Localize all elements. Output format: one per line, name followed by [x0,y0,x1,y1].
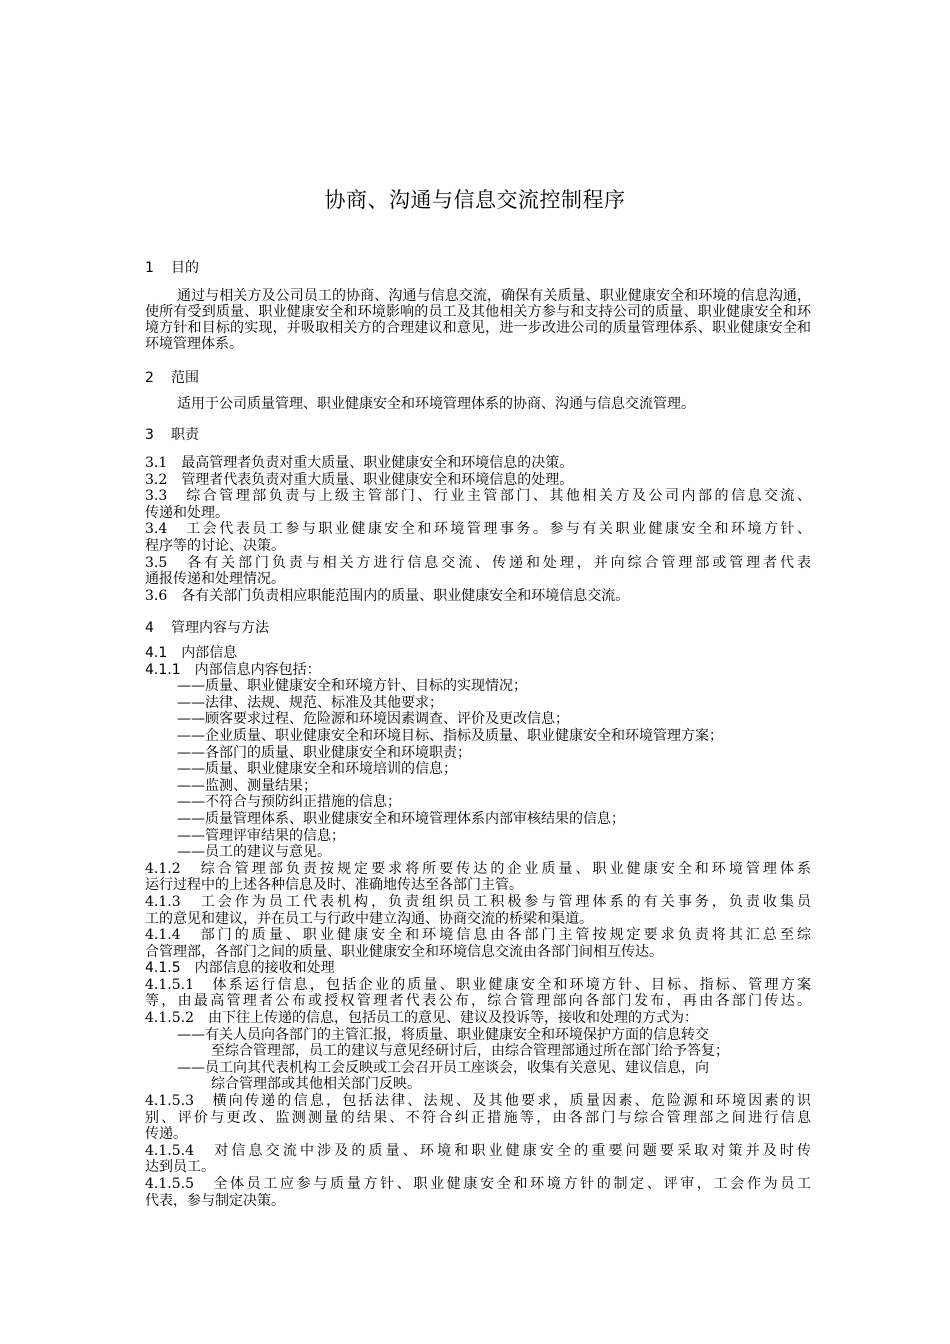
text-line: 程序等的讨论、决策。 [145,537,285,554]
text-line: 4.1.5.1 体系运行信息，包括企业的质量、职业健康安全和环境方针、目标、指标、管理方案 [145,976,811,993]
text-line: 代表，参与制定决策。 [145,1192,285,1209]
text-line: 4.1.5.5 全体员工应参与质量方针、职业健康安全和环境方针的制定、评审，工会作为员工 [145,1176,811,1192]
text-line: 合管理部，各部门之间的质量、职业健康安全和环境信息交流由各部门间相互传达。 [145,943,663,960]
section-3-body [145,455,811,604]
text-line: 等，由最高管理者公布或授权管理者代表公布，综合管理部向各部门发布，再由各部门传达。 [145,993,811,1010]
text-line: 4.1.3 工会作为员工代表机构，负责组织员工积极参与管理体系的有关事务，负责收集员 [145,893,811,910]
document-title: 协商、沟通与信息交流控制程序 [324,188,626,212]
list-item: ——监测、测量结果； [177,777,317,794]
list-item: ——质量、职业健康安全和环境培训的信息； [177,761,457,778]
list-item: ——不符合与预防纠正措施的信息； [177,794,401,811]
text-line: 工的意见和建议，并在员工与行政中建立沟通、协商交流的桥梁和渠道。 [145,910,593,927]
text-line: 3.3 综合管理部负责与上级主管部门、行业主管部门、其他相关方及公司内部的信息交流、 [145,488,811,505]
list-item: ——管理评审结果的信息； [177,827,345,844]
text-line: 4.1.5.2 由下往上传递的信息，包括员工的意见、建议及投诉等，接收和处理的方式为： [145,1010,698,1027]
section-number: 3 [145,427,154,443]
text-line: 3.6 各有关部门负责相应职能范围内的质量、职业健康安全和环境信息交流。 [145,587,630,604]
text-line: 3.4 工会代表员工参与职业健康安全和环境管理事务。参与有关职业健康安全和环境方针、 [145,521,811,538]
section-4-heading [145,617,269,637]
section-title: 范围 [171,370,199,386]
section-number: 1 [145,260,154,276]
text-line: 4.1.5.4 对信息交流中涉及的质量、环境和职业健康安全的重要问题要采取对策并及时传 [145,1142,811,1159]
text-line: 达到员工。 [145,1159,215,1176]
list-item: ——有关人员向各部门的主管汇报，将质量、职业健康安全和环境保护方面的信息转交 [177,1026,709,1043]
section-4-body [145,645,811,1209]
text-line: 传递。 [145,1126,187,1143]
section-title: 目的 [171,260,199,276]
text-line: 4.1.2 综合管理部负责按规定要求将所要传达的企业质量、职业健康安全和环境管理体系 [145,860,811,877]
text-line: 别、评价与更改、监测测量的结果、不符合纠正措施等，由各部门与综合管理部之间进行信息 [145,1109,811,1126]
list-item: ——员工向其代表机构工会反映或工会召开员工座谈会，收集有关意见、建议信息，向 [177,1059,709,1076]
section-number: 4 [145,620,154,636]
subsection-heading: 4.1 内部信息 [145,645,238,661]
section-1-heading [145,257,199,277]
text-line: 通报传递和处理情况。 [145,571,285,588]
list-item-continuation: 至综合管理部，员工的建议与意见经研讨后，由综合管理部通过所在部门给予答复； [211,1043,729,1060]
text-line: 3.5 各有关部门负责与相关方进行信息交流、传递和处理，并向综合管理部或管理者代表 [145,554,811,571]
list-item-continuation: 综合管理部或其他相关部门反映。 [211,1076,421,1093]
section-title: 管理内容与方法 [171,620,269,636]
list-item: ——企业质量、职业健康安全和环境目标、指标及质量、职业健康安全和环境管理方案； [177,727,723,744]
text-line: 传递和处理。 [145,504,229,521]
text-line: 3.1 最高管理者负责对重大质量、职业健康安全和环境信息的决策。 [145,455,574,471]
subsection-heading: 4.1.1 内部信息内容包括： [145,661,321,678]
list-item: ——各部门的质量、职业健康安全和环境职责； [177,744,471,761]
section-3-heading [145,424,199,444]
list-item: ——员工的建议与意见。 [177,844,331,861]
list-item: ——质量、职业健康安全和环境方针、目标的实现情况； [177,678,527,695]
list-item: ——质量管理体系、职业健康安全和环境管理体系内部审核结果的信息； [177,810,625,827]
section-number: 2 [145,370,154,386]
section-2-heading [145,367,199,387]
text-line: 4.1.4 部门的质量、职业健康安全和环境信息由各部门主管按规定要求负责将其汇总至综 [145,927,811,944]
list-item: ——顾客要求过程、危险源和环境因素调查、评价及更改信息； [177,711,569,728]
text-line: 3.2 管理者代表负责对重大质量、职业健康安全和环境信息的处理。 [145,471,574,488]
section-2-body: 适用于公司质量管理、职业健康安全和环境管理体系的协商、沟通与信息交流管理。 [177,396,695,412]
list-item: ——法律、法规、规范、标准及其他要求； [177,694,443,711]
text-line: 运行过程中的上述各种信息及时、准确地传达至各部门主管。 [145,877,523,894]
text-line: 4.1.5.3 横向传递的信息，包括法律、法规、及其他要求，质量因素、危险源和环境因素的识 [145,1093,811,1110]
section-1-body: 通过与相关方及公司员工的协商、沟通与信息交流，确保有关质量、职业健康安全和环境的信息沟通，使所有受到质量、职业健康安全和环境影响的员工及其他相关方参与和支持公司的质量、职业健康安全和环境方针和目标的实现，并吸取相关方的合理建议和意见，进一步改进公司的质量管理体系、职业健康安全和环境管理体系。 [145,288,811,352]
subsection-heading: 4.1.5 内部信息的接收和处理 [145,960,335,977]
section-title: 职责 [171,427,199,443]
